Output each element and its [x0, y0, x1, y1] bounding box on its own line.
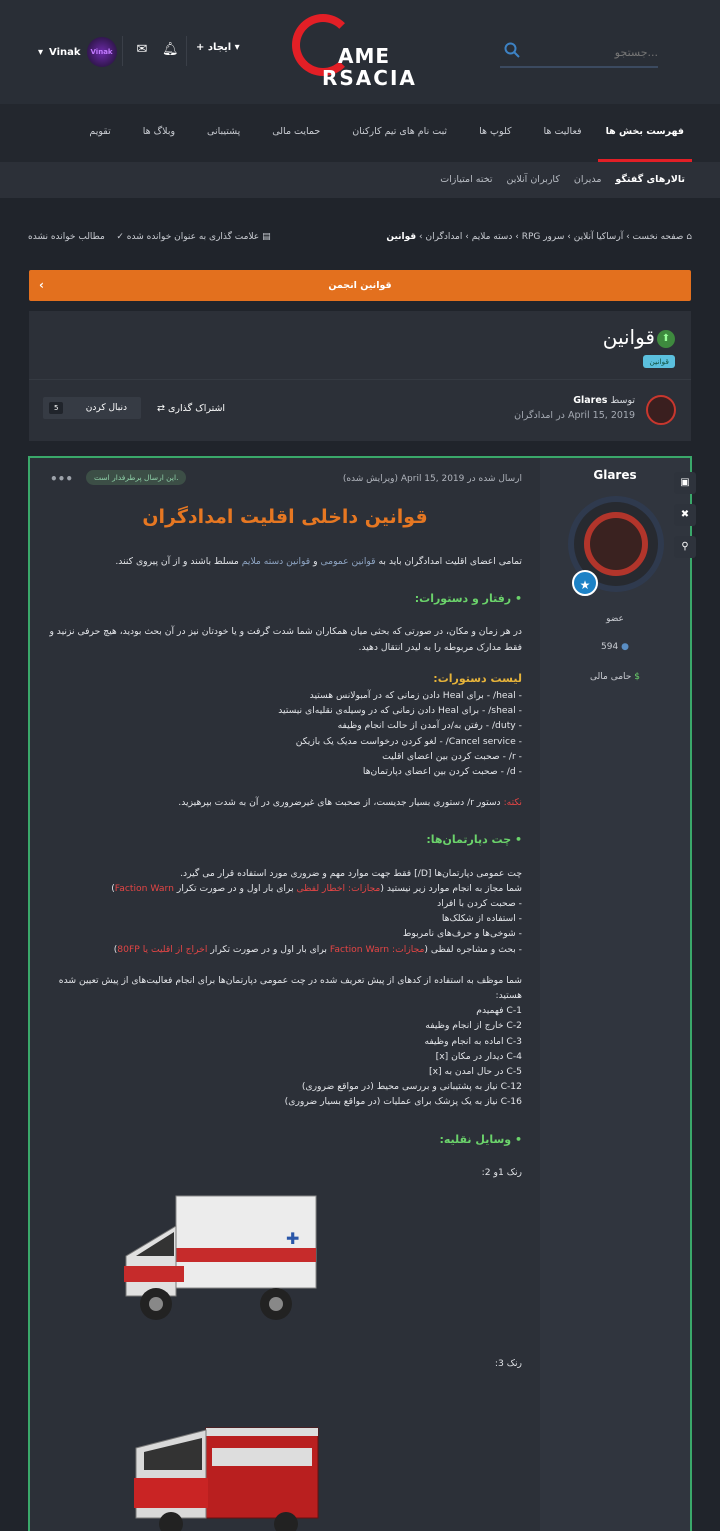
- user-menu[interactable]: [38, 38, 117, 66]
- penalty-text: Faction Warn: [114, 882, 174, 894]
- inbox-icon[interactable]: ▣: [674, 472, 696, 494]
- header-icons: [134, 42, 178, 58]
- top-header: [0, 0, 720, 104]
- by-label: توسط: [610, 395, 635, 406]
- follow-button[interactable]: [43, 397, 141, 419]
- svg-text:✚: ✚: [286, 1229, 300, 1248]
- note-text: دستور r/ دستوری بسیار جدیست، از صحبت های غیرضروری در آن به شدت بپرهیزید.: [178, 797, 504, 809]
- topic-byline: [514, 395, 635, 421]
- sub-nav: [0, 162, 720, 198]
- penalty-text: مجازات: Faction Warn: [329, 943, 425, 955]
- nav-calendar[interactable]: تقویم: [89, 126, 111, 137]
- bell-icon[interactable]: 🔔︎: [162, 42, 179, 57]
- nav-support[interactable]: پشتیبانی: [207, 126, 241, 137]
- code-item: C-2 خارج از انجام وظیفه: [425, 1020, 522, 1032]
- link-general-rules[interactable]: قوانین عمومی: [320, 556, 376, 567]
- rank-label: رنک 1و 2:: [481, 1166, 522, 1178]
- pin-icon: ⬆: [657, 330, 675, 348]
- post-date[interactable]: April 15, 2019: [400, 474, 465, 484]
- share-button[interactable]: [157, 403, 225, 414]
- post-body-rank3: [44, 1356, 522, 1371]
- breadcrumb-current: قوانین: [386, 232, 417, 242]
- follow-count: 5: [49, 402, 63, 414]
- share-icon: ⇄: [157, 403, 165, 414]
- topic-tag[interactable]: قوانین: [643, 355, 675, 368]
- subnav-leaderboard[interactable]: تخته امتیازات: [440, 174, 493, 185]
- chat-text: - بحث و مشاجره لفظی (: [424, 943, 522, 955]
- code-item: C-12 نیاز به پشتیبانی و بررسی محیط (در مواقع ضروری): [301, 1081, 522, 1093]
- check-icon: ✓: [116, 232, 124, 242]
- divider: [122, 36, 123, 66]
- command-item: - duty/ - رفتن به/در آمدن از حالت انجام وظیفه: [337, 720, 522, 732]
- comment-icon: ●: [621, 642, 629, 652]
- post-heading: قوانین داخلی اقلیت امدادگران: [142, 506, 428, 528]
- avatar[interactable]: [87, 37, 117, 67]
- create-label: ایجاد: [207, 42, 232, 53]
- section-vehicles: • وسایل نقلیه:: [439, 1132, 522, 1146]
- forum-rules-bar[interactable]: [29, 270, 691, 301]
- main-nav: [0, 104, 720, 162]
- plus-icon: +: [196, 42, 208, 53]
- mark-read-label: علامت گذاری به عنوان خوانده شده: [126, 232, 260, 242]
- chat-text: ): [113, 943, 118, 955]
- post-body: [44, 554, 522, 1180]
- chat-item: - استفاده از شکلک‌ها: [441, 913, 522, 925]
- breadcrumb-rpg[interactable]: سرور RPG: [521, 232, 565, 242]
- breadcrumb-home[interactable]: صفحه نخست: [632, 232, 684, 242]
- nav-blogs[interactable]: وبلاگ ها: [142, 126, 176, 137]
- code-item: C-1 فهمیدم: [476, 1005, 522, 1017]
- nav-activity[interactable]: فعالیت ها: [543, 126, 582, 137]
- featured-badge: این ارسال پرطرفدار است.: [86, 470, 186, 485]
- topic-title: قوانین: [602, 325, 655, 349]
- command-item: - sheal/ - برای Heal دادن زمانی که در وسیله‌ی نقلیه‌ای نیستید: [278, 705, 522, 717]
- code-item: C-3 اماده به انجام وظیفه: [424, 1035, 522, 1047]
- create-menu[interactable]: [196, 42, 240, 53]
- intro-text: تمامی اعضای اقلیت امدادگران باید به: [375, 556, 522, 567]
- chat-text: برای بار اول و در صورت تکرار: [174, 882, 297, 894]
- section-dept-chat: • چت دپارتمان‌ها:: [426, 833, 522, 847]
- chat-item: [44, 942, 522, 957]
- codes-intro: شما موظف به استفاده از کدهای از پیش تعریف شده در چت عمومی دپارتمان‌ها برای انجام فعالیت‌های از پیش تعیین شده هستید:: [58, 974, 522, 1002]
- intro-and: و: [310, 556, 321, 567]
- intro-end: مسلط باشند و از آن پیروی کنند.: [115, 556, 242, 567]
- penalty-text: مجازات: اخطار لفظی: [296, 882, 381, 894]
- post-content: [30, 458, 540, 1531]
- dollar-icon: $: [634, 672, 640, 682]
- post-count-value: 594: [601, 642, 619, 652]
- nav-clubs[interactable]: کلوپ ها: [479, 126, 512, 137]
- divider: [186, 36, 187, 66]
- search-input[interactable]: [532, 38, 658, 66]
- topic-date: April 15, 2019: [567, 410, 635, 421]
- home-icon: ⌂: [686, 232, 692, 242]
- command-item: - r/ - صحبت کردن بین اعضای اقلیت: [382, 750, 522, 762]
- search-icon[interactable]: [504, 42, 520, 58]
- site-logo[interactable]: [288, 10, 436, 88]
- topic-header: [29, 311, 691, 441]
- section-behavior: • رفتار و دستورات:: [414, 592, 522, 606]
- divider: [29, 379, 691, 380]
- topic-author[interactable]: Glares: [573, 395, 608, 406]
- post-author-role: عضو: [606, 614, 624, 624]
- breadcrumb-online[interactable]: آرساکیا آنلاین: [573, 232, 624, 242]
- unread-label: مطالب خوانده نشده: [28, 232, 105, 242]
- behavior-text: در هر زمان و مکان، در صورتی که بحثی میان همکاران شما شدت گرفت و یا خودتان نیز در آن بحث بودید، هیچ حرفی نزنید و فقط مدارک مربوطه را به لیدر انتقال دهید.: [49, 626, 522, 653]
- nav-staff-apply[interactable]: ثبت نام های تیم کارکنان: [352, 126, 448, 137]
- subnav-staff[interactable]: مدیران: [573, 174, 602, 185]
- chevron-left-icon: ‹: [39, 278, 44, 292]
- code-item: C-5 در حال امدن به [x]: [428, 1066, 522, 1078]
- chat-item: - صحبت کردن با افراد: [437, 898, 522, 910]
- post-author-panel: [540, 458, 690, 1531]
- subnav-forums[interactable]: تالارهای گفتگو: [615, 174, 685, 185]
- caret-down-icon: ▾: [234, 42, 240, 53]
- chat-text: شما مجاز به انجام موارد زیر نیستید (: [380, 882, 522, 894]
- chat-text: ): [111, 882, 115, 894]
- penalty-text: اخراج از اقلیت یا 80FP: [117, 943, 208, 955]
- post-author-name[interactable]: Glares: [593, 468, 637, 482]
- firetruck-image: [116, 1408, 336, 1531]
- post-meta: [343, 474, 522, 484]
- breadcrumb: ⌂ صفحه نخست › آرساکیا آنلاین › سرور RPG › دسته ملایم › امدادگران › قوانین: [386, 232, 692, 242]
- more-options-icon[interactable]: •••: [50, 472, 74, 486]
- donor-label: حامی مالی: [590, 672, 632, 682]
- post-count: [540, 642, 690, 652]
- breadcrumb-medics[interactable]: امدادگران: [425, 232, 463, 242]
- share-label: اشتراک گذاری: [168, 403, 226, 414]
- follow-label: دنبال کردن: [85, 403, 127, 413]
- logo-text-top: AME: [338, 44, 391, 68]
- chat-text: برای بار اول و در صورت تکرار: [207, 943, 330, 955]
- code-item: C-4 دیدار در مکان [x]: [435, 1050, 522, 1062]
- commands-title: لیست دستورات:: [433, 671, 522, 685]
- author-avatar-small[interactable]: [646, 395, 676, 425]
- link-category-rules[interactable]: قوانین دسته ملایم: [241, 556, 311, 567]
- rank-label: رنک 3:: [494, 1358, 522, 1369]
- chat-item: - شوخی‌ها و حرف‌های نامربوط: [402, 928, 522, 940]
- forum-actions: [28, 232, 271, 242]
- ambulance-image: [116, 1186, 336, 1336]
- note: [44, 795, 522, 810]
- list-icon: ▤: [262, 232, 271, 242]
- username: Vinak: [49, 46, 81, 58]
- command-item: - heal/ - برای Heal دادن زمانی که در آمبولانس هستید: [309, 690, 522, 702]
- post-card: [28, 456, 692, 1531]
- mark-read-link[interactable]: [116, 232, 259, 242]
- avatar-text: Vinak: [90, 48, 113, 56]
- post-meta-prefix: ارسال شده در: [467, 474, 522, 484]
- code-item: C-16 نیاز به یک پزشک برای عملیات (در مواقع بسیار ضروری): [284, 1096, 522, 1108]
- command-item: - Cancel service/ - لغو کردن درخواست مدیک یک بازیکن: [295, 735, 522, 747]
- search-box[interactable]: [500, 36, 658, 68]
- subnav-online[interactable]: کاربران آنلاین: [506, 174, 560, 185]
- donor-badge: [540, 672, 690, 682]
- forum-rules-label: قوانین انجمن: [328, 280, 392, 291]
- chat-line: [44, 881, 522, 896]
- intro: [44, 554, 522, 569]
- close-circle-icon[interactable]: ✖: [674, 504, 696, 526]
- nav-donate[interactable]: حمایت مالی: [272, 126, 321, 137]
- command-item: - d/ - صحبت کردن بین اعضای دپارتمان‌ها: [362, 766, 522, 778]
- nav-forums[interactable]: فهرست بخش ها: [598, 104, 692, 162]
- breadcrumb-category[interactable]: دسته ملایم: [471, 232, 513, 242]
- topic-forum[interactable]: در امدادگران: [514, 410, 565, 421]
- author-logo: [584, 512, 648, 576]
- star-badge-icon: ★: [572, 570, 598, 596]
- logo-text-bottom: RSACIA: [322, 66, 417, 90]
- search-icon[interactable]: ⚲: [674, 536, 696, 558]
- chat-line: چت عمومی دپارتمان‌ها [D/] فقط جهت موارد مهم و ضروری مورد استفاده قرار می گیرد.: [180, 867, 522, 879]
- envelope-icon[interactable]: ✉: [136, 42, 148, 57]
- caret-down-icon: ▾: [38, 46, 44, 58]
- note-label: نکته:: [503, 797, 522, 809]
- post-edited: (ویرایش شده): [342, 474, 398, 484]
